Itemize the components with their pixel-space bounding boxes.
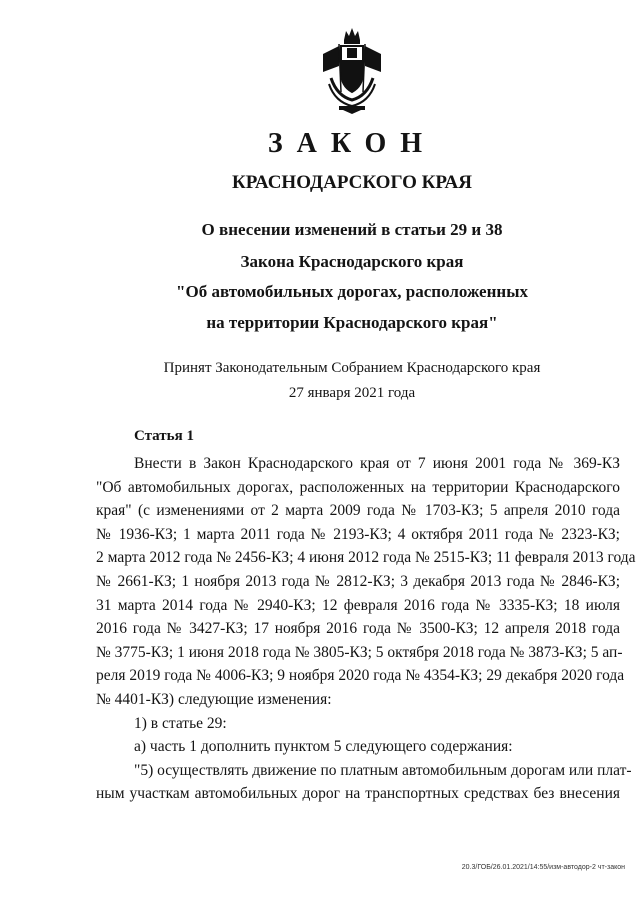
adoption-note: Принят Законодательным Собранием Краснодарского края bbox=[163, 360, 541, 376]
footer-file-code: 20.3/ГОБ/26.01.2021/14:55/изм-автодор-2 чт-закон bbox=[461, 864, 625, 871]
body-line: № 1936-КЗ; 1 марта 2011 года № 2193-КЗ; 4 октября 2011 года № 2323-КЗ; bbox=[96, 525, 620, 543]
subtitle-line: "Об автомобильных дорогах, расположенных bbox=[176, 282, 528, 301]
coat-of-arms-icon bbox=[317, 26, 387, 114]
subtitle-line: О внесении изменений в статьи 29 и 38 bbox=[201, 220, 503, 239]
body-line: 2016 года № 3427-КЗ; 17 ноября 2016 года № 3500-КЗ; 12 апреля 2018 года bbox=[96, 620, 620, 638]
body-line: Внести в Закон Краснодарского края от 7 июня 2001 года № 369-КЗ bbox=[134, 455, 620, 472]
region-title: КРАСНОДАРСКОГО КРАЯ bbox=[231, 172, 473, 193]
subtitle-line: на территории Краснодарского края" bbox=[206, 313, 498, 332]
body-line: края" (с изменениями от 2 марта 2009 года № 1703-КЗ; 5 апреля 2010 года bbox=[96, 502, 620, 520]
body-line: 31 марта 2014 года № 2940-КЗ; 12 февраля 2016 года № 3335-КЗ; 18 июля bbox=[96, 596, 620, 614]
body-line: "5) осуществлять движение по платным автомобильным дорогам или плат- bbox=[134, 761, 632, 779]
body-line: № 3775-КЗ; 1 июня 2018 года № 3805-КЗ; 5 октября 2018 года № 3873-КЗ; 5 ап- bbox=[96, 643, 623, 661]
article-body bbox=[96, 452, 636, 806]
body-line: № 2661-КЗ; 1 ноября 2013 года № 2812-КЗ; 3 декабря 2013 года № 2846-КЗ; bbox=[96, 572, 620, 590]
body-line: реля 2019 года № 4006-КЗ; 9 ноября 2020 года № 4354-КЗ; 29 декабря 2020 года bbox=[96, 667, 625, 685]
adoption-date: 27 января 2021 года bbox=[288, 385, 416, 401]
law-title: ЗАКОН bbox=[267, 128, 437, 159]
body-line: "Об автомобильных дорогах, расположенных на территории Краснодарского bbox=[96, 478, 620, 496]
subtitle-line: Закона Краснодарского края bbox=[240, 252, 464, 271]
body-line: 2 марта 2012 года № 2456-КЗ; 4 июня 2012 года № 2515-КЗ; 11 февраля 2013 года bbox=[96, 549, 636, 567]
body-line: 1) в статье 29: bbox=[134, 714, 227, 732]
body-line: № 4401-КЗ) следующие изменения: bbox=[96, 690, 332, 708]
article-heading: Статья 1 bbox=[134, 428, 194, 444]
body-line: а) часть 1 дополнить пунктом 5 следующего содержания: bbox=[134, 738, 513, 756]
body-line: ным участкам автомобильных дорог на транспортных средствах без внесения bbox=[96, 785, 620, 803]
